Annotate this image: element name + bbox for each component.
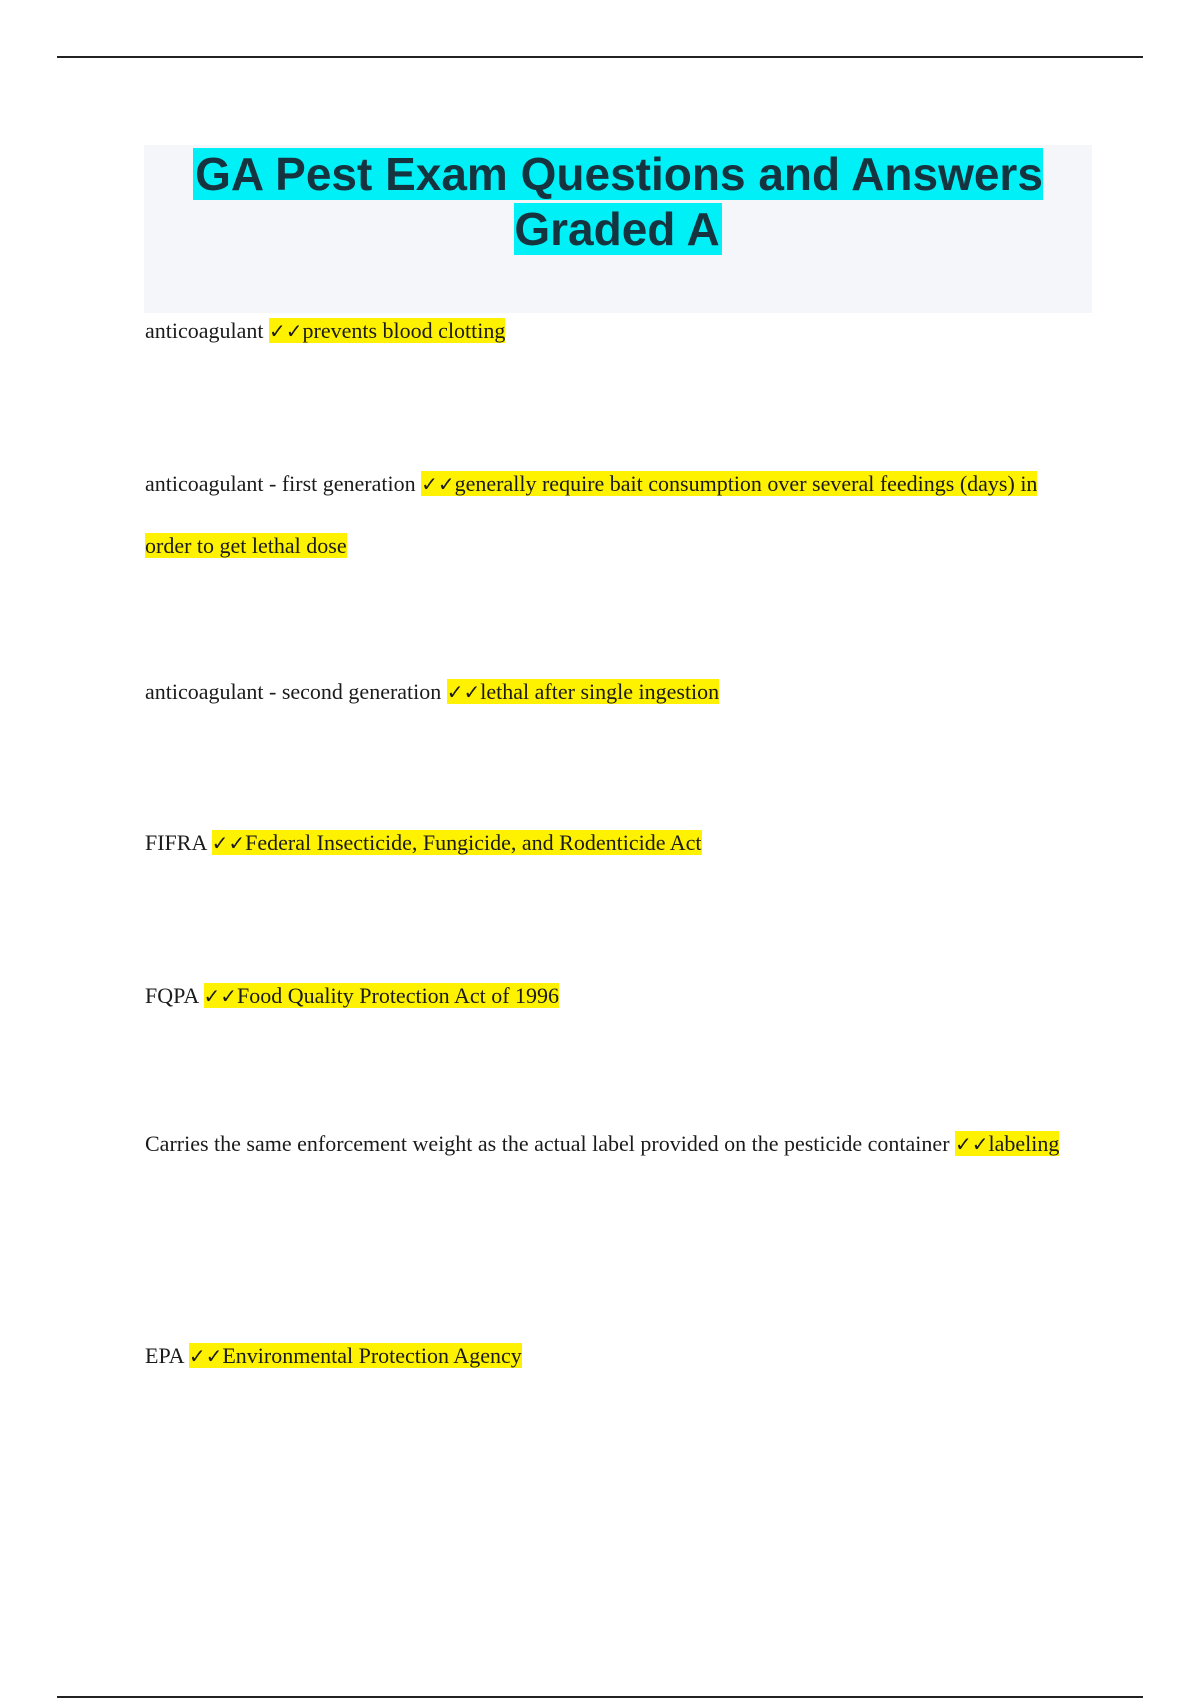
entry-term: EPA <box>145 1343 184 1368</box>
entry-answer <box>212 830 702 855</box>
entry-answer <box>269 318 505 343</box>
double-check-icon: ✓✓ <box>269 319 303 343</box>
entry-answer-text: Environmental Protection Agency <box>222 1343 522 1368</box>
footer-rule <box>57 1696 1143 1698</box>
document-title <box>144 145 1092 257</box>
entry-term: anticoagulant - first generation <box>145 471 416 496</box>
entry-term: anticoagulant - second generation <box>145 679 442 704</box>
entry-answer-text: labeling <box>988 1131 1060 1156</box>
entry-answer <box>204 983 560 1008</box>
entry-term: FQPA <box>145 983 199 1008</box>
entry-answer-text: prevents blood clotting <box>302 318 506 343</box>
double-check-icon: ✓✓ <box>203 984 238 1008</box>
double-check-icon: ✓✓ <box>421 472 455 496</box>
double-check-icon: ✓✓ <box>955 1132 989 1156</box>
entry-answer <box>447 679 719 704</box>
double-check-icon: ✓✓ <box>188 1344 223 1368</box>
entry-answer <box>955 1131 1059 1156</box>
qa-entry-second-generation <box>145 661 1065 723</box>
entry-answer <box>189 1343 522 1368</box>
qa-entry-anticoagulant <box>145 300 1065 362</box>
entry-answer-text: generally require bait consumption over several feedings (days) in order to get lethal dose <box>145 471 1038 558</box>
double-check-icon: ✓✓ <box>446 680 481 704</box>
entry-answer-text: lethal after single ingestion <box>480 679 720 704</box>
qa-entry-fqpa <box>145 965 1065 1027</box>
double-check-icon: ✓✓ <box>211 831 246 855</box>
header-rule <box>57 56 1143 58</box>
qa-entry-epa <box>145 1325 1065 1387</box>
title-box <box>144 145 1092 313</box>
entry-answer-text: Federal Insecticide, Fungicide, and Rodenticide Act <box>245 830 702 855</box>
qa-entry-first-generation <box>145 453 1065 576</box>
qa-entry-labeling <box>145 1113 1065 1175</box>
entry-term: FIFRA <box>145 830 207 855</box>
entry-term: Carries the same enforcement weight as the actual label provided on the pesticide container <box>145 1131 950 1156</box>
qa-entry-fifra <box>145 812 1065 874</box>
entry-term: anticoagulant <box>145 318 264 343</box>
entry-answer-text: Food Quality Protection Act of 1996 <box>237 983 560 1008</box>
document-title-text: GA Pest Exam Questions and Answers Graded A <box>195 148 1043 255</box>
